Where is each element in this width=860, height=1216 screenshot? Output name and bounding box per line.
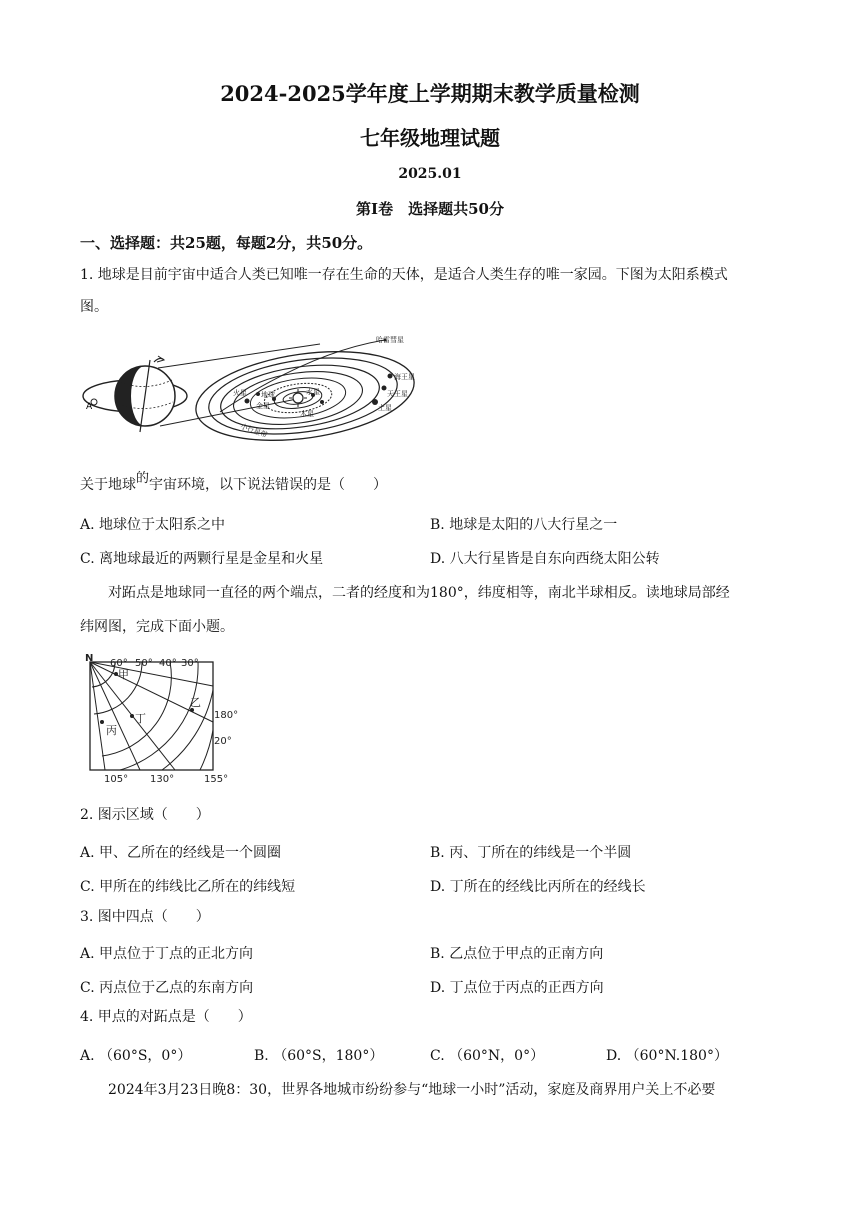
q3-option-c[interactable]: C. 丙点位于乙点的东南方向 [80,980,254,996]
q1-option-c[interactable]: C. 离地球最近的两颗行星是金星和火星 [80,551,324,567]
q2-stem: 2. 图示区域（ ） [80,807,210,823]
label-jupiter: 木星 [300,410,314,418]
label-saturn: 土星 [378,404,392,412]
intro2-line2: 纬网图，完成下面小题。 [80,619,234,635]
q2-option-b[interactable]: B. 丙、丁所在的纬线是一个半圆 [430,845,632,861]
lat-30-label: 30° [181,658,199,669]
q1-question-sup: 的 [136,471,150,486]
q1-stem-line1: 1. 地球是目前宇宙中适合人类已知唯一存在生命的天体，是适合人类生存的唯一家园。下图为太阳系模式 [80,267,728,283]
orbits [190,339,420,450]
q2-option-d[interactable]: D. 丁所在的经线比丙所在的经线长 [430,879,646,895]
q4-option-d[interactable]: D. （60°N.180°） [606,1048,728,1064]
lon-130-label: 130° [150,774,175,785]
q1-stem-line2: 图。 [80,299,108,315]
label-venus: 金星 [256,402,270,410]
grid-frame [90,662,213,770]
q3-option-a[interactable]: A. 甲点位于丁点的正北方向 [80,946,254,962]
point-yi-label: 乙 [190,696,201,709]
exam-subtitle: 七年级地理试题 [360,126,500,150]
lat-20-label: 20° [214,736,232,747]
point-jia-label: 甲 [118,668,129,681]
q3-option-b[interactable]: B. 乙点位于甲点的正南方向 [430,946,604,962]
point-ding-label: 丁 [135,712,146,725]
lon-105-label: 105° [104,774,129,785]
pole-n-label: N [85,653,94,664]
q3-option-d[interactable]: D. 丁点位于丙点的正西方向 [430,980,604,996]
q1-question-prefix: 关于地球 [80,477,136,493]
section-heading: 一、选择题：共25题，每题2分，共50分。 [80,234,373,252]
solar-system-figure [80,332,420,450]
lon-180-label: 180° [214,710,239,721]
point-a-label: A [86,402,93,412]
q3-stem: 3. 图中四点（ ） [80,909,210,925]
q1-question-suffix: 宇宙环境，以下说法错误的是（ ） [149,477,388,493]
label-asteroid-belt: 小行星带 [239,422,269,440]
q1-question [80,471,388,493]
volume-heading: 第Ⅰ卷 选择题共50分 [356,200,504,218]
lon-155-label: 155° [204,774,229,785]
label-neptune: 海王星 [394,373,415,381]
intro2-line1: 对跖点是地球同一直径的两个端点，二者的经度和为180°，纬度相等，南北半球相反。读地球局部经 [108,585,730,601]
sun-icon [293,393,303,403]
q2-option-c[interactable]: C. 甲所在的纬线比乙所在的纬线短 [80,879,296,895]
q1-option-b[interactable]: B. 地球是太阳的八大行星之一 [430,517,618,533]
q1-option-d[interactable]: D. 八大行星皆是自东向西绕太阳公转 [430,551,660,567]
q4-stem: 4. 甲点的对跖点是（ ） [80,1009,252,1025]
exam-date: 2025.01 [398,166,462,182]
intro5-line1: 2024年3月23日晚8：30，世界各地城市纷纷参与“地球一小时”活动，家庭及商界用户关上不必要 [108,1082,716,1098]
q4-option-c[interactable]: C. （60°N，0°） [430,1048,545,1064]
lat-lon-grid-figure [80,650,240,788]
label-mars: 火星 [233,389,247,397]
lat-40-label: 40° [159,658,177,669]
exam-title: 2024-2025学年度上学期期末教学质量检测 [220,81,640,106]
q4-option-b[interactable]: B. （60°S，180°） [254,1048,384,1064]
q2-option-a[interactable]: A. 甲、乙所在的经线是一个圆圈 [80,845,282,861]
q1-option-a[interactable]: A. 地球位于太阳系之中 [80,517,226,533]
q4-option-a[interactable]: A. （60°S，0°） [80,1048,192,1064]
label-mercury: 水星 [306,388,320,396]
label-comet: 哈雷彗星 [376,336,404,344]
lat-50-label: 50° [135,658,153,669]
point-bing-label: 丙 [106,724,117,737]
label-earth: 地球 [261,391,275,399]
label-uranus: 天王星 [387,390,408,398]
lat-60-label: 60° [110,658,128,669]
